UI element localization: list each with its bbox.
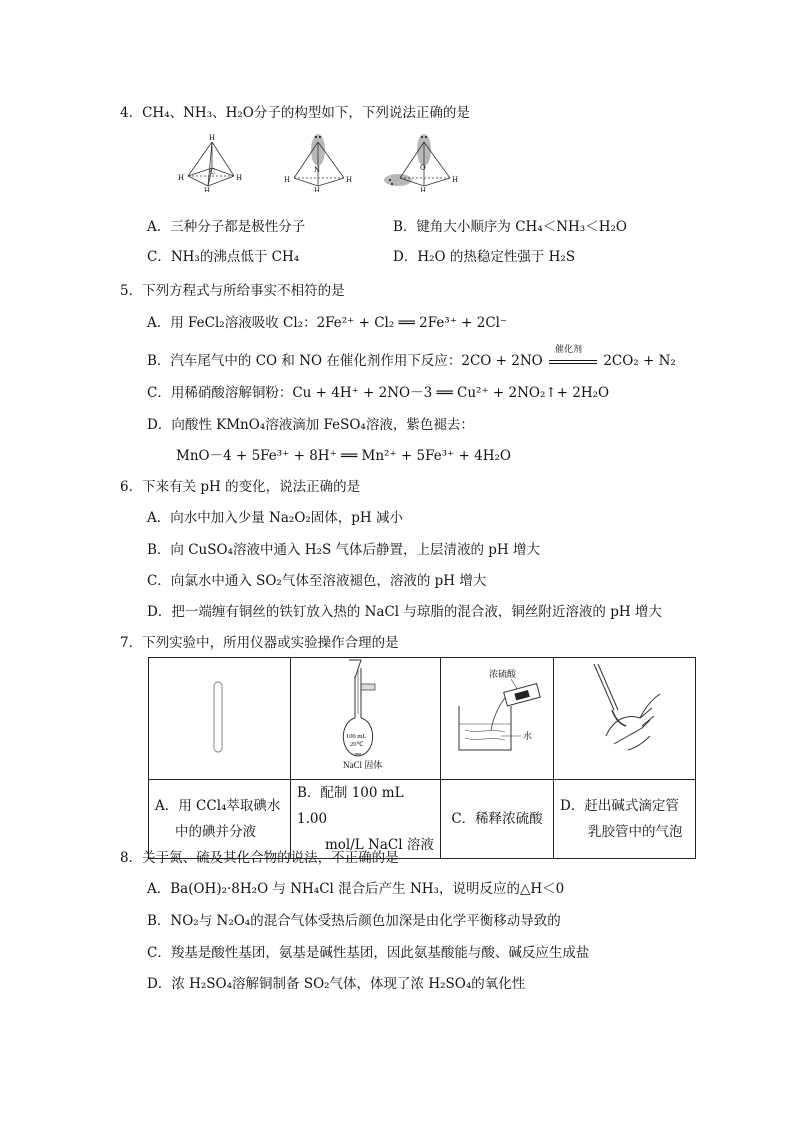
test-tube-icon [149,658,290,775]
q5-option-b-text: B．汽车尾气中的 CO 和 NO 在催化剂作用下反应：2CO + 2NO [147,353,543,369]
svg-text:H: H [346,176,353,184]
q8-option-c[interactable]: C．羧基是酸性基团，氨基是碱性基团，因此氨基酸能与酸、碱反应生成盐 [147,945,590,961]
q4-option-c[interactable]: C．NH₃的沸点低于 CH₄ [147,249,300,265]
q7-stem: 7．下列实验中，所用仪器或实验操作合理的是 [120,635,399,651]
q8-option-d[interactable]: D．浓 H₂SO₄溶解铜制备 SO₂气体，体现了浓 H₂SO₄的氧化性 [147,976,526,992]
q7-figure-c [441,658,554,780]
svg-text:20℃: 20℃ [350,741,364,748]
q8-option-b[interactable]: B．NO₂与 N₂O₄的混合气体受热后颜色加深是由化学平衡移动导致的 [147,913,561,929]
h2o-structure [384,134,458,192]
svg-text:H: H [178,174,185,182]
svg-text:H: H [314,187,321,192]
q5-option-a[interactable]: A．用 FeCl₂溶液吸收 Cl₂：2Fe²⁺ + Cl₂ ══ 2Fe³⁺ + 2Cl⁻ [147,315,508,331]
q5-option-d[interactable]: D．向酸性 KMnO₄溶液滴加 FeSO₄溶液，紫色褪去： [147,417,474,433]
q7-options-table [148,657,696,859]
svg-text:H: H [420,187,427,192]
burette-hand-icon [554,658,695,775]
q7-option-c[interactable]: C．稀释浓硫酸 [441,780,554,859]
nh3-structure [284,134,352,192]
q6-option-d[interactable]: D．把一端缠有铜丝的铁钉放入热的 NaCl 与琼脂的混合液，铜丝附近溶液的 pH 增大 [147,604,662,620]
q7-option-d[interactable]: D．赶出碱式滴定管 乳胶管中的气泡 [554,780,696,859]
q6-option-c[interactable]: C．向氯水中通入 SO₂气体至溶液褪色，溶液的 pH 增大 [147,573,487,589]
acid-label: 浓硫酸 [489,669,517,679]
volumetric-flask-icon [291,658,440,775]
q8-stem: 8．关于氮、硫及其化合物的说法，不正确的是 [120,850,399,866]
svg-text:H: H [452,176,459,184]
q5-stem: 5．下列方程式与所给事实不相符的是 [120,283,345,299]
q6-option-b[interactable]: B．向 CuSO₄溶液中通入 H₂S 气体后静置，上层清液的 pH 增大 [147,542,540,558]
c-label: C [210,168,216,176]
catalyst-label: 催化剂 [555,345,583,355]
svg-text:N: N [314,166,321,174]
q6-option-a[interactable]: A．向水中加入少量 Na₂O₂固体，pH 减小 [147,510,403,526]
q7-option-b[interactable]: B．配制 100 mL 1.00 mol/L NaCl 溶液 [291,780,441,859]
q5-option-b[interactable] [147,345,676,370]
q8-option-a[interactable]: A．Ba(OH)₂·8H₂O 与 NH₄Cl 混合后产生 NH₃，说明反应的△H＜0 [147,881,565,897]
q7-figure-d [554,658,696,780]
q5-option-c[interactable]: C．用稀硝酸溶解铜粉：Cu + 4H⁺ + 2NO－3 ══ Cu²⁺ + 2NO₂↑+ 2H₂O [147,385,610,401]
svg-text:H: H [284,176,291,184]
svg-text:H: H [204,187,211,192]
q5-option-b-products: 2CO₂ + N₂ [603,353,676,369]
q4-stem: 4．CH₄、NH₃、H₂O分子的构型如下，下列说法正确的是 [120,105,470,121]
q4-option-a[interactable]: A．三种分子都是极性分子 [147,219,306,235]
q7-figure-b [291,658,441,780]
beaker-dilution-icon [441,658,553,775]
svg-text:100 mL: 100 mL [346,733,367,740]
ch4-structure [188,142,234,186]
q6-stem: 6．下来有关 pH 的变化，说法正确的是 [120,479,361,495]
q4-option-b[interactable]: B．键角大小顺序为 CH₄＜NH₃＜H₂O [393,219,627,235]
svg-text:H: H [236,174,243,182]
q5-option-d-equation: MnO－4 + 5Fe³⁺ + 8H⁺ ══ Mn²⁺ + 5Fe³⁺ + 4H₂O [176,448,511,464]
molecule-structures-figure [176,132,466,192]
h-label: H [209,134,216,142]
flask-caption: NaCl 固体 [343,760,383,770]
svg-text:O: O [420,164,426,172]
q7-option-a[interactable]: A．用 CCl₄萃取碘水 中的碘并分液 [149,780,291,859]
q7-figure-a [149,658,291,780]
q4-option-d[interactable]: D．H₂O 的热稳定性强于 H₂S [393,249,576,265]
catalyst-arrow [547,345,599,370]
water-label: 水 [523,731,533,741]
